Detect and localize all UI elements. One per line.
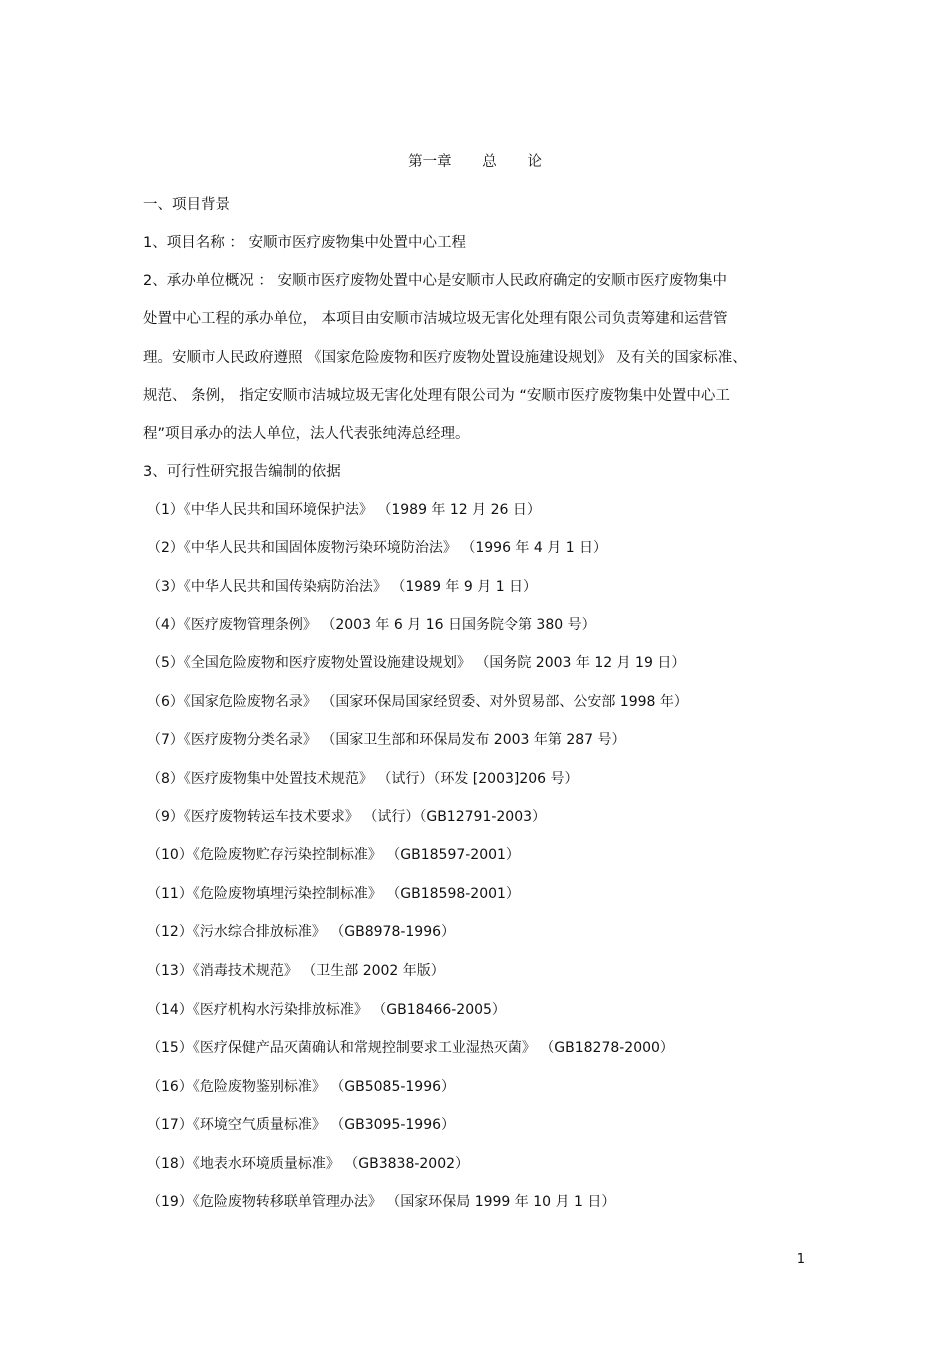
reference-item: （10）《危险废物贮存污染控制标准》 （GB18597-2001） [147, 847, 520, 863]
chapter-title: 第一章 总 论 [408, 154, 542, 170]
paragraph-line: 理。安顺市人民政府遵照 《国家危险废物和医疗废物处置设施建设规划》 及有关的国家标准、 [143, 350, 747, 366]
reference-item: （2）《中华人民共和国固体废物污染环境防治法》 （1996 年 4 月 1 日） [147, 540, 608, 556]
subsection-heading: 3、可行性研究报告编制的依据 [143, 464, 341, 480]
reference-item: （19）《危险废物转移联单管理办法》 （国家环保局 1999 年 10 月 1 日） [147, 1194, 616, 1210]
reference-item: （17）《环境空气质量标准》 （GB3095-1996） [147, 1117, 456, 1133]
reference-item: （18）《地表水环境质量标准》 （GB3838-2002） [147, 1156, 470, 1172]
page-number: 1 [796, 1252, 805, 1267]
reference-item: （11）《危险废物填埋污染控制标准》 （GB18598-2001） [147, 886, 520, 902]
paragraph-line: 处置中心工程的承办单位， 本项目由安顺市洁城垃圾无害化处理有限公司负责筹建和运营管 [143, 311, 728, 327]
reference-item: （13）《消毒技术规范》 （卫生部 2002 年版） [147, 963, 445, 979]
reference-item: （4）《医疗废物管理条例》 （2003 年 6 月 16 日国务院令第 380 号） [147, 617, 596, 633]
reference-item: （16）《危险废物鉴别标准》 （GB5085-1996） [147, 1079, 456, 1095]
reference-item: （1）《中华人民共和国环境保护法》 （1989 年 12 月 26 日） [147, 502, 541, 518]
paragraph-line: 规范、 条例， 指定安顺市洁城垃圾无害化处理有限公司为 “安顺市医疗废物集中处置中心工 [143, 388, 730, 404]
section-heading: 一、项目背景 [143, 197, 230, 213]
paragraph-line: 程”项目承办的法人单位，法人代表张纯涛总经理。 [143, 426, 470, 442]
paragraph-line: 1、项目名称 ： 安顺市医疗废物集中处置中心工程 [143, 235, 466, 251]
reference-item: （5）《全国危险废物和医疗废物处置设施建设规划》 （国务院 2003 年 12 月 19 日） [147, 655, 686, 671]
reference-item: （3）《中华人民共和国传染病防治法》 （1989 年 9 月 1 日） [147, 579, 538, 595]
paragraph-line: 2、承办单位概况 ： 安顺市医疗废物处置中心是安顺市人民政府确定的安顺市医疗废物集中 [143, 273, 727, 289]
reference-item: （8）《医疗废物集中处置技术规范》 （试行）（环发 [2003]206 号） [147, 771, 579, 787]
reference-item: （15）《医疗保健产品灭菌确认和常规控制要求工业湿热灭菌》 （GB18278-2000） [147, 1040, 674, 1056]
reference-item: （12）《污水综合排放标准》 （GB8978-1996） [147, 924, 456, 940]
reference-item: （9）《医疗废物转运车技术要求》 （试行）（GB12791-2003） [147, 809, 547, 825]
reference-item: （14）《医疗机构水污染排放标准》 （GB18466-2005） [147, 1002, 506, 1018]
reference-item: （7）《医疗废物分类名录》 （国家卫生部和环保局发布 2003 年第 287 号） [147, 732, 626, 748]
reference-item: （6）《国家危险废物名录》 （国家环保局国家经贸委、对外贸易部、公安部 1998 年） [147, 694, 688, 710]
